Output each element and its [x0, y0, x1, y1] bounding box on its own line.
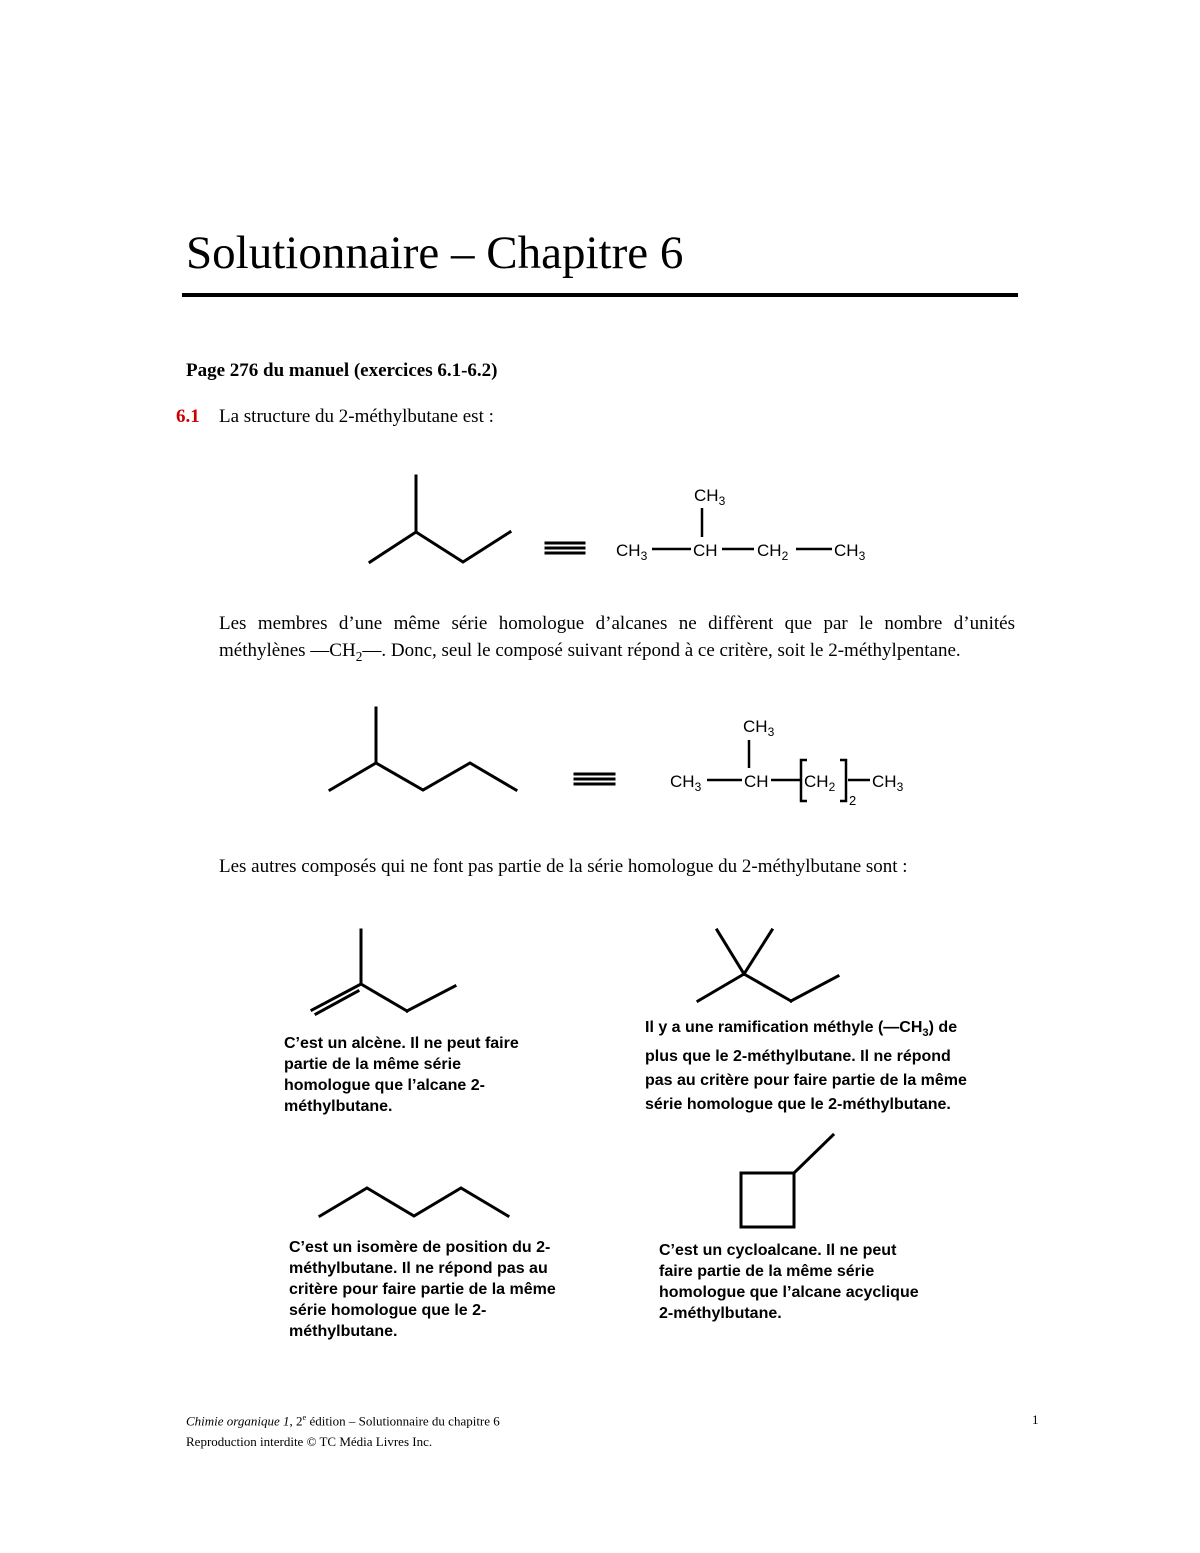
section-heading: Page 276 du manuel (exercices 6.1-6.2): [186, 360, 498, 381]
formula-ch2: $CH_2$: [757, 541, 789, 563]
other-compounds-intro: Les autres composés qui ne font pas partie de la série homologue du 2-méthylbutane sont :: [219, 856, 908, 877]
methylbutane-skeletal: [370, 532, 510, 562]
title-underline: [182, 293, 1018, 297]
exercise-number: 6.1: [176, 406, 200, 427]
formula-ch2-repeat: $CH_2$: [804, 772, 836, 794]
alkene-structure: [300, 920, 470, 1030]
isomer-note: C’est un isomère de position du 2-méthylbutane. Il ne répond pas au critère pour faire partie de la même série homologue que le 2-méthylbutane.: [289, 1239, 556, 1340]
exercise-intro: La structure du 2-méthylbutane est :: [219, 406, 494, 427]
isomer-structure: [312, 1180, 522, 1230]
page-title: Solutionnaire – Chapitre 6: [186, 227, 684, 279]
formula-ch3-right: $CH_3$: [834, 541, 866, 563]
formula-ch3-left: $CH_3$: [616, 541, 648, 563]
formula-ch3-top: $CH_3$: [694, 486, 726, 508]
methylpentane-skeletal: [330, 763, 516, 790]
methyl-branch-note: Il y a une ramification méthyle $(—CH_3)$ de plus que le 2-méthylbutane. Il ne répond pas au critère pour faire partie de la même série homologue que le 2-méthylbutane.: [645, 1019, 967, 1114]
formula-ch: CH: [744, 772, 769, 791]
footer-book-info: Chimie organique 1, 2e édition – Solutionnaire du chapitre 6: [186, 1412, 500, 1429]
dimethylbutane-structure: [690, 920, 850, 1010]
cycloalkane-structure: [730, 1125, 850, 1235]
formula-ch3-right: $CH_3$: [872, 772, 904, 794]
repeat-count: 2: [849, 793, 857, 808]
methylpentane-structure: [320, 700, 920, 810]
alkene-note: C’est un alcène. Il ne peut faire partie de la même série homologue que l’alcane 2-méthylbutane.: [284, 1035, 519, 1115]
formula-ch3-top: $CH_3$: [743, 717, 775, 739]
footer-copyright: Reproduction interdite © TC Média Livres Inc.: [186, 1434, 433, 1449]
formula-ch3-left: $CH_3$: [670, 772, 702, 794]
homologous-series-paragraph: Les membres d’une même série homologue d’alcanes ne diffèrent que par le nombre d’unités méthylènes $—CH_2—$. Donc, seul le composé suivant répond à ce critère, soit le 2-méthylpentane.: [219, 613, 1015, 664]
cycloalkane-note: C’est un cycloalcane. Il ne peut faire partie de la même série homologue que l’alcane acyclique 2-méthylbutane.: [659, 1242, 919, 1322]
page-number: 1: [1032, 1412, 1039, 1427]
methylbutane-structure: [360, 470, 880, 570]
formula-ch: CH: [693, 541, 718, 560]
